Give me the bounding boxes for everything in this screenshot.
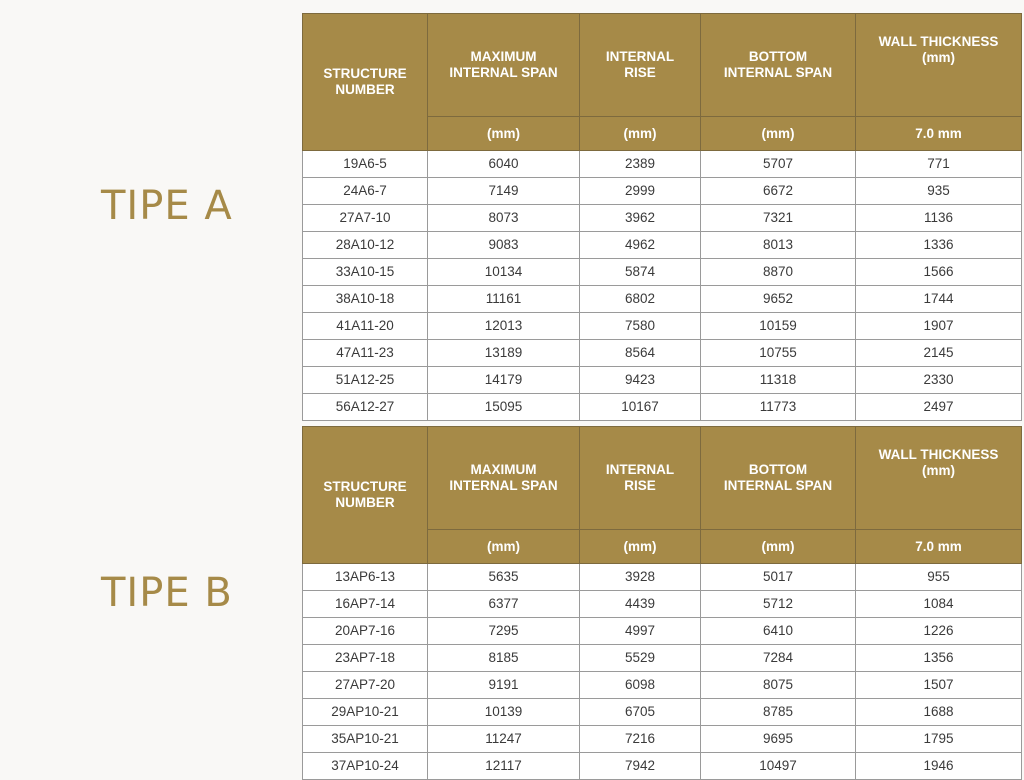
table-row	[303, 699, 1022, 726]
cell-maximum-internal-span: 11247	[428, 726, 580, 753]
table-row	[303, 259, 1022, 286]
header-row	[303, 427, 1022, 530]
header-internal-rise: INTERNAL RISE	[580, 427, 701, 530]
cell-maximum-internal-span: 5635	[428, 564, 580, 591]
cell-internal-rise: 2389	[580, 151, 701, 178]
cell-maximum-internal-span: 6377	[428, 591, 580, 618]
cell-maximum-internal-span: 8185	[428, 645, 580, 672]
cell-structure-number: 51A12-25	[303, 367, 428, 394]
cell-bottom-internal-span: 7321	[701, 205, 856, 232]
cell-maximum-internal-span: 13189	[428, 340, 580, 367]
cell-bottom-internal-span: 5712	[701, 591, 856, 618]
unit-wall: 7.0 mm	[856, 530, 1022, 564]
type-a-body	[303, 151, 1022, 421]
cell-structure-number: 37AP10-24	[303, 753, 428, 780]
cell-maximum-internal-span: 8073	[428, 205, 580, 232]
cell-structure-number: 27A7-10	[303, 205, 428, 232]
unit-rise: (mm)	[580, 117, 701, 151]
table-row	[303, 178, 1022, 205]
table-row	[303, 645, 1022, 672]
cell-internal-rise: 4962	[580, 232, 701, 259]
type-b-title: TIPE B	[101, 570, 233, 616]
cell-internal-rise: 6705	[580, 699, 701, 726]
header-structure-number: STRUCTURE NUMBER	[303, 427, 428, 564]
cell-internal-rise: 9423	[580, 367, 701, 394]
cell-bottom-internal-span: 8013	[701, 232, 856, 259]
cell-wall-thickness: 1084	[856, 591, 1022, 618]
table-row	[303, 232, 1022, 259]
cell-maximum-internal-span: 10139	[428, 699, 580, 726]
cell-wall-thickness: 935	[856, 178, 1022, 205]
cell-bottom-internal-span: 11773	[701, 394, 856, 421]
cell-maximum-internal-span: 9191	[428, 672, 580, 699]
header-structure-number: STRUCTURE NUMBER	[303, 14, 428, 151]
table-row	[303, 591, 1022, 618]
table-row	[303, 313, 1022, 340]
cell-wall-thickness: 1226	[856, 618, 1022, 645]
cell-wall-thickness: 2145	[856, 340, 1022, 367]
cell-internal-rise: 7580	[580, 313, 701, 340]
unit-wall: 7.0 mm	[856, 117, 1022, 151]
header-bottom-internal-span: BOTTOM INTERNAL SPAN	[701, 14, 856, 117]
cell-maximum-internal-span: 12117	[428, 753, 580, 780]
cell-bottom-internal-span: 6672	[701, 178, 856, 205]
type-a-table	[302, 13, 1022, 421]
cell-internal-rise: 8564	[580, 340, 701, 367]
cell-structure-number: 27AP7-20	[303, 672, 428, 699]
cell-structure-number: 33A10-15	[303, 259, 428, 286]
cell-internal-rise: 4439	[580, 591, 701, 618]
cell-wall-thickness: 1336	[856, 232, 1022, 259]
unit-span: (mm)	[428, 530, 580, 564]
cell-bottom-internal-span: 9652	[701, 286, 856, 313]
header-maximum-internal-span: MAXIMUM INTERNAL SPAN	[428, 427, 580, 530]
cell-bottom-internal-span: 10755	[701, 340, 856, 367]
cell-internal-rise: 5529	[580, 645, 701, 672]
unit-span: (mm)	[428, 117, 580, 151]
unit-bottom: (mm)	[701, 530, 856, 564]
type-b-body	[303, 564, 1022, 780]
cell-wall-thickness: 1136	[856, 205, 1022, 232]
header-internal-rise: INTERNAL RISE	[580, 14, 701, 117]
header-wall-thickness: WALL THICKNESS (mm)	[856, 14, 1022, 117]
type-a-title: TIPE A	[101, 183, 233, 229]
cell-structure-number: 28A10-12	[303, 232, 428, 259]
header-row	[303, 14, 1022, 117]
table-row	[303, 340, 1022, 367]
cell-maximum-internal-span: 9083	[428, 232, 580, 259]
cell-wall-thickness: 1744	[856, 286, 1022, 313]
cell-bottom-internal-span: 5017	[701, 564, 856, 591]
cell-bottom-internal-span: 8785	[701, 699, 856, 726]
cell-structure-number: 13AP6-13	[303, 564, 428, 591]
cell-bottom-internal-span: 11318	[701, 367, 856, 394]
table-row	[303, 753, 1022, 780]
cell-bottom-internal-span: 7284	[701, 645, 856, 672]
cell-wall-thickness: 1946	[856, 753, 1022, 780]
cell-bottom-internal-span: 9695	[701, 726, 856, 753]
cell-structure-number: 56A12-27	[303, 394, 428, 421]
cell-structure-number: 16AP7-14	[303, 591, 428, 618]
cell-wall-thickness: 1356	[856, 645, 1022, 672]
cell-structure-number: 19A6-5	[303, 151, 428, 178]
cell-wall-thickness: 1566	[856, 259, 1022, 286]
cell-wall-thickness: 1907	[856, 313, 1022, 340]
cell-structure-number: 23AP7-18	[303, 645, 428, 672]
table-row	[303, 726, 1022, 753]
cell-internal-rise: 3928	[580, 564, 701, 591]
table-row	[303, 564, 1022, 591]
cell-wall-thickness: 955	[856, 564, 1022, 591]
cell-internal-rise: 5874	[580, 259, 701, 286]
cell-wall-thickness: 1795	[856, 726, 1022, 753]
cell-maximum-internal-span: 11161	[428, 286, 580, 313]
table-row	[303, 618, 1022, 645]
cell-internal-rise: 6098	[580, 672, 701, 699]
cell-internal-rise: 2999	[580, 178, 701, 205]
cell-maximum-internal-span: 6040	[428, 151, 580, 178]
cell-bottom-internal-span: 10497	[701, 753, 856, 780]
cell-bottom-internal-span: 5707	[701, 151, 856, 178]
cell-internal-rise: 7942	[580, 753, 701, 780]
cell-maximum-internal-span: 10134	[428, 259, 580, 286]
cell-structure-number: 41A11-20	[303, 313, 428, 340]
cell-wall-thickness: 2330	[856, 367, 1022, 394]
cell-internal-rise: 6802	[580, 286, 701, 313]
type-b-table	[302, 426, 1022, 780]
cell-bottom-internal-span: 6410	[701, 618, 856, 645]
table-row	[303, 394, 1022, 421]
table-row	[303, 672, 1022, 699]
cell-bottom-internal-span: 8870	[701, 259, 856, 286]
cell-wall-thickness: 2497	[856, 394, 1022, 421]
cell-structure-number: 24A6-7	[303, 178, 428, 205]
cell-internal-rise: 4997	[580, 618, 701, 645]
header-wall-thickness: WALL THICKNESS (mm)	[856, 427, 1022, 530]
cell-maximum-internal-span: 14179	[428, 367, 580, 394]
cell-internal-rise: 3962	[580, 205, 701, 232]
cell-internal-rise: 10167	[580, 394, 701, 421]
cell-bottom-internal-span: 10159	[701, 313, 856, 340]
cell-wall-thickness: 771	[856, 151, 1022, 178]
table-row	[303, 151, 1022, 178]
cell-structure-number: 29AP10-21	[303, 699, 428, 726]
table-row	[303, 367, 1022, 394]
cell-wall-thickness: 1507	[856, 672, 1022, 699]
cell-structure-number: 20AP7-16	[303, 618, 428, 645]
cell-wall-thickness: 1688	[856, 699, 1022, 726]
cell-bottom-internal-span: 8075	[701, 672, 856, 699]
cell-internal-rise: 7216	[580, 726, 701, 753]
cell-maximum-internal-span: 7295	[428, 618, 580, 645]
cell-maximum-internal-span: 12013	[428, 313, 580, 340]
cell-structure-number: 38A10-18	[303, 286, 428, 313]
cell-maximum-internal-span: 7149	[428, 178, 580, 205]
unit-rise: (mm)	[580, 530, 701, 564]
cell-structure-number: 35AP10-21	[303, 726, 428, 753]
table-row	[303, 205, 1022, 232]
header-maximum-internal-span: MAXIMUM INTERNAL SPAN	[428, 14, 580, 117]
cell-structure-number: 47A11-23	[303, 340, 428, 367]
unit-bottom: (mm)	[701, 117, 856, 151]
cell-maximum-internal-span: 15095	[428, 394, 580, 421]
header-bottom-internal-span: BOTTOM INTERNAL SPAN	[701, 427, 856, 530]
table-row	[303, 286, 1022, 313]
